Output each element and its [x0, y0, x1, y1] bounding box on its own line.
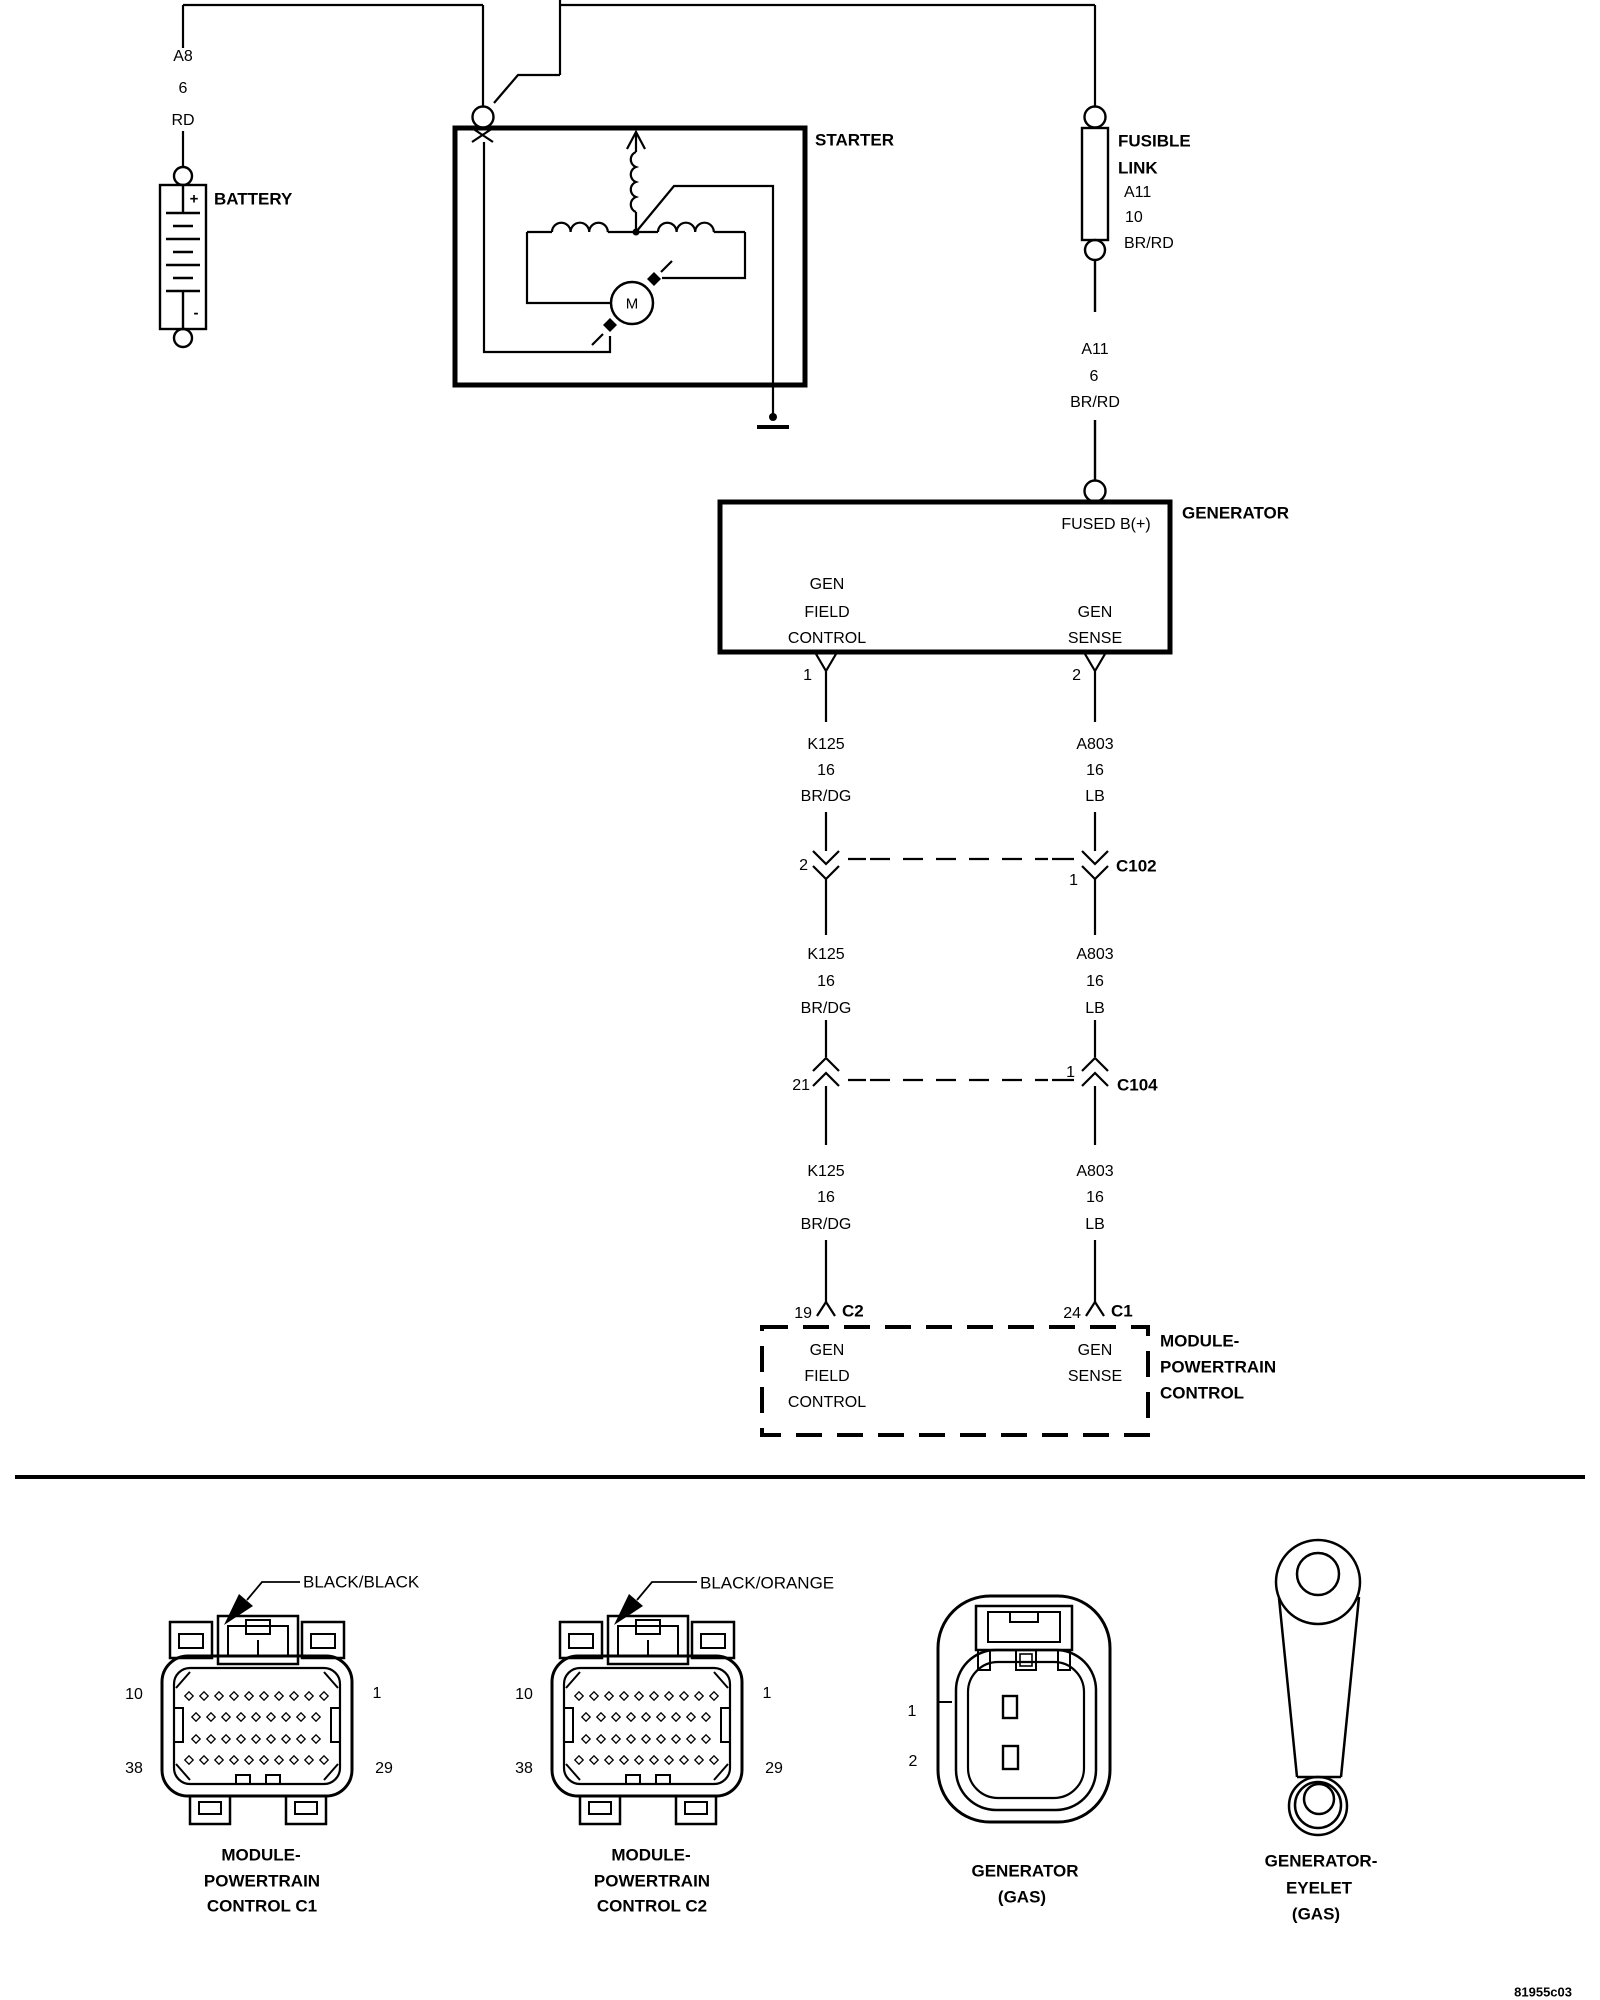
a803-gauge-2: 16	[1086, 973, 1104, 990]
gen-field-label1: GEN	[809, 576, 845, 593]
k125-color-3: BR/DG	[800, 1216, 852, 1233]
gen-pin1-fork	[816, 654, 836, 722]
battery-label: BATTERY	[214, 189, 293, 209]
generator-eyelet-drawing	[1276, 1540, 1360, 1835]
figure-code: 81955c03	[1514, 1984, 1572, 2000]
c1-caption3: CONTROL C1	[206, 1896, 318, 1916]
c2-callout-label: BLACK/ORANGE	[700, 1573, 835, 1593]
gen-sense-label2: SENSE	[1067, 630, 1123, 647]
a803-gauge: 16	[1086, 762, 1104, 779]
c102-left-halves	[813, 851, 839, 879]
a803-circuit-3: A803	[1076, 1163, 1114, 1180]
pcm-field-label2: FIELD	[804, 1368, 850, 1385]
pcm-module-label3: CONTROL	[1160, 1383, 1245, 1403]
c2-caption1: MODULE-	[611, 1845, 691, 1865]
motor-letter: M	[625, 295, 639, 313]
c1-callout-label: BLACK/BLACK	[303, 1572, 420, 1592]
pcm-c1-name: C1	[1111, 1301, 1133, 1321]
k125-circuit-3: K125	[807, 1163, 845, 1180]
c104-left-pin: 21	[792, 1077, 810, 1094]
k125-circuit: K125	[807, 736, 845, 753]
pcm-connector-c2-drawing	[552, 1616, 742, 1824]
genconn-caption2: (GAS)	[997, 1887, 1047, 1907]
c104-left-halves	[813, 1058, 839, 1086]
a803-gauge-3: 16	[1086, 1189, 1104, 1206]
battery-symbol	[160, 167, 206, 347]
c2-pin-10: 10	[515, 1686, 533, 1703]
c102-name: C102	[1116, 856, 1157, 876]
pcm-field-label1: GEN	[809, 1342, 845, 1359]
fusible-gauge: 10	[1125, 209, 1143, 226]
c1-pin-29: 29	[375, 1760, 393, 1777]
c102-left-pin: 2	[799, 857, 808, 874]
pcm-sense-label1: GEN	[1077, 1342, 1113, 1359]
eyelet-caption3: (GAS)	[1291, 1904, 1341, 1924]
c102-right-pin: 1	[1069, 872, 1078, 889]
brush-contact-icon	[647, 272, 661, 286]
brush-contact-icon	[603, 318, 617, 332]
a11-gauge: 6	[1089, 368, 1099, 385]
fused-b-terminal-label: FUSED B(+)	[1061, 516, 1151, 533]
pcm-c1-pin-fork	[1086, 1302, 1104, 1316]
gen-field-label2: FIELD	[804, 604, 850, 621]
starter-box	[455, 128, 805, 385]
pcm-c2-name: C2	[842, 1301, 864, 1321]
c104-right-pin: 1	[1066, 1064, 1075, 1081]
k125-color: BR/DG	[800, 788, 852, 805]
a803-circuit: A803	[1076, 736, 1114, 753]
k125-gauge-2: 16	[817, 973, 835, 990]
c1-pin-1: 1	[372, 1685, 382, 1702]
a11-color: BR/RD	[1070, 394, 1120, 411]
gen-field-label3: CONTROL	[787, 630, 867, 647]
starter-bplus-terminal	[473, 107, 494, 128]
c2-caption2: POWERTRAIN	[593, 1871, 711, 1891]
c102-right-halves	[1082, 851, 1108, 879]
battery-wire-color: RD	[171, 112, 195, 129]
k125-gauge-3: 16	[817, 1189, 835, 1206]
pcm-c2-pin-number: 19	[794, 1305, 812, 1322]
c2-callout-arrow	[614, 1582, 697, 1625]
a803-color: LB	[1085, 788, 1105, 805]
c2-pin-38: 38	[515, 1760, 533, 1777]
pcm-module-label1: MODULE-	[1160, 1331, 1240, 1351]
c1-pin-10: 10	[125, 1686, 143, 1703]
pcm-module-label2: POWERTRAIN	[1160, 1357, 1277, 1377]
c1-caption1: MODULE-	[221, 1845, 301, 1865]
pcm-c2-pin-fork	[817, 1302, 835, 1316]
c1-pin-38: 38	[125, 1760, 143, 1777]
c2-pin-29: 29	[765, 1760, 783, 1777]
k125-color-2: BR/DG	[800, 1000, 852, 1017]
c2-pin-1: 1	[762, 1685, 772, 1702]
k125-circuit-2: K125	[807, 946, 845, 963]
eyelet-caption2: EYELET	[1285, 1878, 1353, 1898]
ground-dot	[769, 413, 777, 421]
fusible-link-label1: FUSIBLE	[1118, 131, 1191, 151]
eyelet-caption1: GENERATOR-	[1264, 1851, 1378, 1871]
a11-circuit: A11	[1081, 341, 1109, 358]
genconn-pin-1: 1	[907, 1703, 917, 1720]
power-feed-wires	[183, 0, 1095, 167]
gen-pin1-number: 1	[803, 667, 812, 684]
generator-label: GENERATOR	[1182, 503, 1290, 523]
a803-circuit-2: A803	[1076, 946, 1114, 963]
pcm-c1-pin-number: 24	[1063, 1305, 1081, 1322]
c1-callout-arrow	[224, 1582, 300, 1625]
generator-connector-drawing	[938, 1596, 1110, 1822]
gen-pin2-fork	[1085, 654, 1105, 722]
c1-caption2: POWERTRAIN	[203, 1871, 321, 1891]
pcm-connector-c1-drawing	[162, 1616, 352, 1824]
c104-name: C104	[1117, 1075, 1158, 1095]
pcm-sense-label2: SENSE	[1067, 1368, 1123, 1385]
generator-bplus-terminal	[1085, 481, 1106, 502]
gen-sense-label1: GEN	[1077, 604, 1113, 621]
fusible-link-label2: LINK	[1118, 158, 1158, 178]
battery-wire-circuit: A8	[173, 48, 193, 65]
genconn-pin-2: 2	[908, 1753, 918, 1770]
genconn-caption1: GENERATOR	[971, 1861, 1079, 1881]
battery-wire-gauge: 6	[178, 80, 188, 97]
battery-minus-sign: -	[193, 304, 199, 322]
fusible-circuit: A11	[1124, 184, 1152, 201]
pcm-field-label3: CONTROL	[787, 1394, 867, 1411]
fusible-color: BR/RD	[1124, 235, 1174, 252]
starter-label: STARTER	[815, 130, 895, 150]
c104-right-halves	[1082, 1058, 1108, 1086]
a803-color-2: LB	[1085, 1000, 1105, 1017]
harness-wires	[813, 654, 1108, 1316]
starter-internals	[472, 128, 773, 415]
fusible-link-symbol	[1082, 107, 1108, 481]
c2-caption3: CONTROL C2	[596, 1896, 708, 1916]
battery-plus-sign: +	[189, 190, 199, 208]
a803-color-3: LB	[1085, 1216, 1105, 1233]
k125-gauge: 16	[817, 762, 835, 779]
gen-pin2-number: 2	[1072, 667, 1081, 684]
